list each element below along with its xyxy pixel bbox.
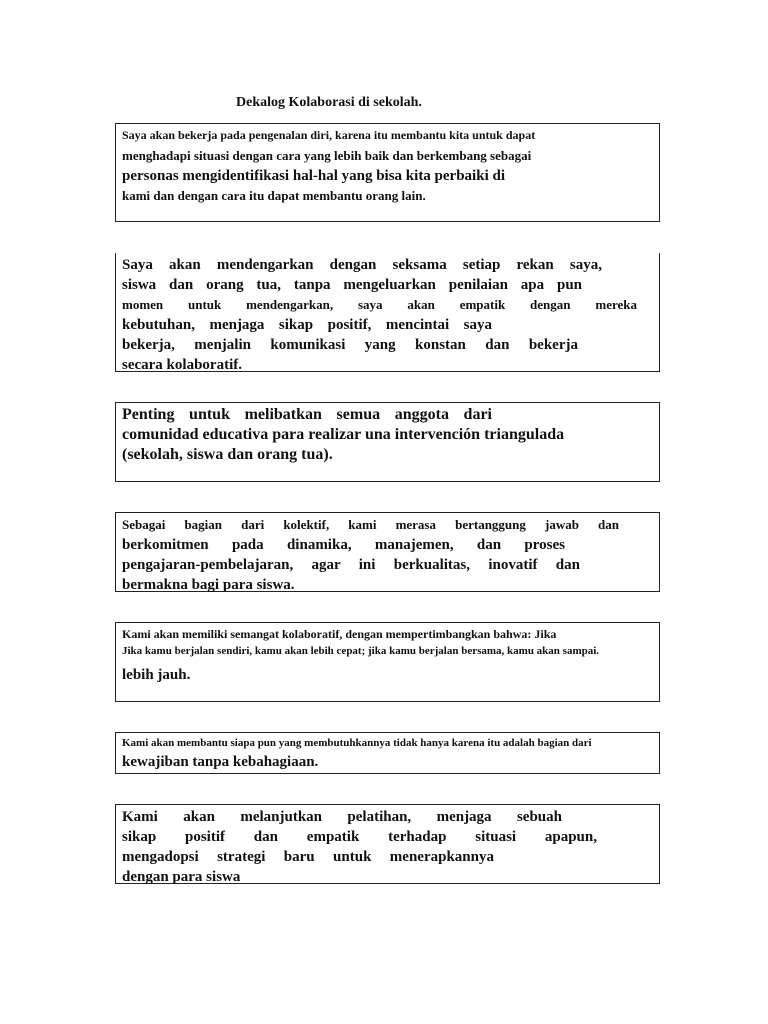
box-3-line-2: comunidad educativa para realizar una intervención triangulada <box>122 426 565 443</box>
box-1-line-1: Saya akan bekerja pada pengenalan diri, karena itu membantu kita untuk dapat <box>122 128 536 142</box>
box-1-line-3: personas mengidentifikasi hal-hal yang bisa kita perbaiki di <box>122 168 505 184</box>
box-4-line-2: berkomitmen pada dinamika, manajemen, dan proses <box>122 537 565 553</box>
box-2-line-1: Saya akan mendengarkan dengan seksama setiap rekan saya, <box>122 257 602 273</box>
decalog-box-5 <box>115 622 660 702</box>
decalog-box-6 <box>115 732 660 774</box>
box-5-line-1: Kami akan memiliki semangat kolaboratif, dengan mempertimbangkan bahwa: Jika <box>122 627 557 641</box>
decalog-box-7 <box>115 804 660 884</box>
box-4-line-4: bermakna bagi para siswa. <box>122 577 295 593</box>
box-5-line-3: lebih jauh. <box>122 667 191 683</box>
box-2-line-2: siswa dan orang tua, tanpa mengeluarkan penilaian apa pun <box>122 277 582 293</box>
decalog-box-2 <box>115 253 660 372</box>
box-1-line-4: kami dan dengan cara itu dapat membantu orang lain. <box>122 188 426 203</box>
box-2-line-5: bekerja, menjalin komunikasi yang konstan dan bekerja <box>122 337 578 353</box>
box-6-line-1: Kami akan membantu siapa pun yang membutuhkannya tidak hanya karena itu adalah bagian dari <box>122 737 592 749</box>
decalog-box-4 <box>115 512 660 592</box>
box-3-line-1: Penting untuk melibatkan semua anggota dari <box>122 406 492 423</box>
document-title: Dekalog Kolaborasi di sekolah. <box>236 95 422 110</box>
box-7-line-4: dengan para siswa <box>122 869 241 885</box>
box-6-line-2: kewajiban tanpa kebahagiaan. <box>122 754 319 770</box>
decalog-box-3 <box>115 402 660 482</box>
box-2-line-3: momen untuk mendengarkan, saya akan empatik dengan mereka <box>122 297 637 312</box>
box-1-line-2: menghadapi situasi dengan cara yang lebih baik dan berkembang sebagai <box>122 148 532 163</box>
box-2-left-tick <box>115 253 116 261</box>
box-5-line-2: Jika kamu berjalan sendiri, kamu akan lebih cepat; jika kamu berjalan bersama, kamu akan sampai. <box>122 645 600 657</box>
box-7-line-1: Kami akan melanjutkan pelatihan, menjaga sebuah <box>122 809 562 825</box>
box-2-line-6: secara kolaboratif. <box>122 357 242 373</box>
box-2-right-tick <box>659 253 660 261</box>
box-2-line-4: kebutuhan, menjaga sikap positif, mencintai saya <box>122 317 492 333</box>
box-4-line-1: Sebagai bagian dari kolektif, kami merasa bertanggung jawab dan <box>122 517 619 532</box>
box-7-line-2: sikap positif dan empatik terhadap situasi apapun, <box>122 829 597 845</box>
box-7-line-3: mengadopsi strategi baru untuk menerapkannya <box>122 849 494 865</box>
box-4-line-3: pengajaran-pembelajaran, agar ini berkualitas, inovatif dan <box>122 557 580 573</box>
decalog-box-1 <box>115 123 660 222</box>
box-3-line-3: (sekolah, siswa dan orang tua). <box>122 446 333 463</box>
